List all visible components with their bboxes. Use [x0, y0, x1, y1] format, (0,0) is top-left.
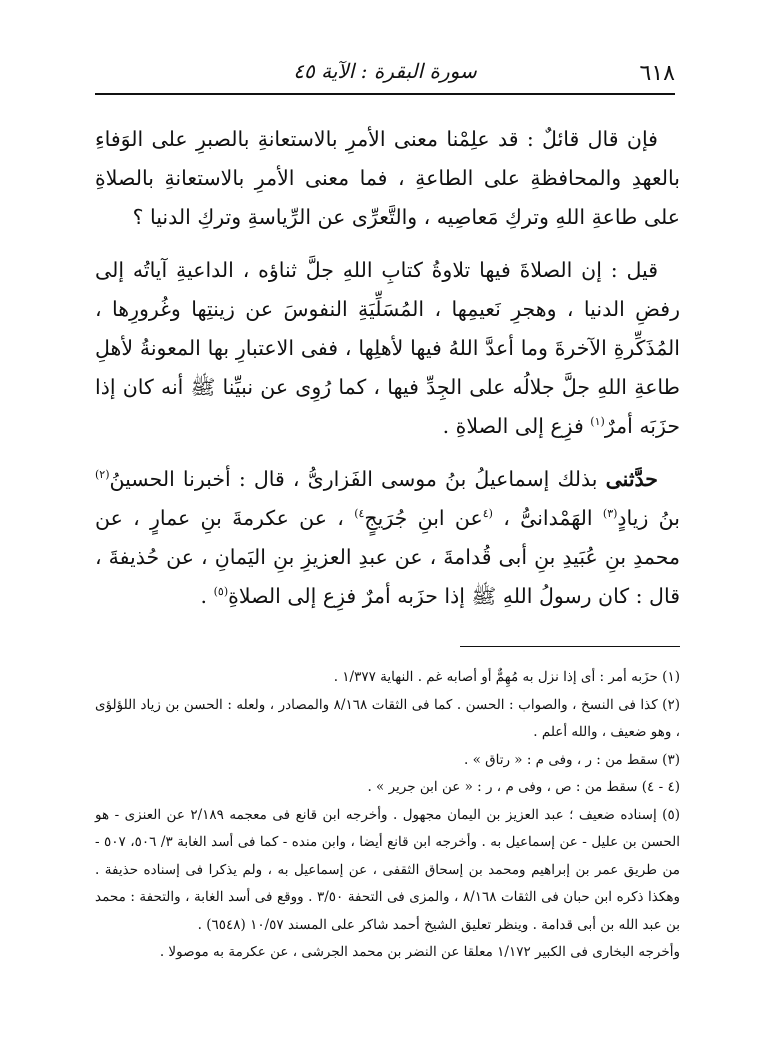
ref-mark-4-close: ٤)	[354, 507, 365, 521]
hadith-chain-4: عن ابنِ جُرَيجٍ	[364, 506, 483, 530]
footnote-5-continued: وأخرجه البخارى فى الكبير ١/١٧٢ معلقا عن النضر بن محمد الجرشى ، عن عكرمة به موصولا .	[159, 944, 680, 960]
hadith-chain-2: بنُ زيادٍ	[617, 506, 680, 530]
paragraph-question: فإن قال قائلٌ : قد علِمْنا معنى الأمرِ بالاستعانةِ بالصبرِ على الوَفاءِ بالعهدِ والمحافظةِ على الطاعةِ ، فما معنى الأمرِ بالاستعانةِ بالصلاةِ على طاعةِ اللهِ وتركِ مَعاصِيه ، والتَّعرِّى عن الرِّياسةِ وتركِ الدنيا ؟	[95, 127, 680, 229]
page-header	[95, 55, 675, 95]
hadith-chain-1: بذلك إسماعيلُ بنُ موسى الفَزارىُّ ، قال : أخبرنا الحسينُ	[109, 467, 598, 491]
page-number: ٦١٨	[639, 61, 675, 86]
footnote-1: (١) حزَبه أمر : أى إذا نزل به مُهِمٌّ أو أصابه غم . النهاية ١/٣٧٧ .	[333, 669, 680, 685]
hadith-chain-3: الهَمْدانىُّ ،	[503, 506, 593, 530]
footnote-separator	[460, 646, 680, 647]
ref-mark-4-open: (٤	[482, 507, 493, 521]
ref-mark-3: (٣)	[602, 507, 618, 521]
footnote-2: (٢) كذا فى النسخ ، والصواب : الحسن . كما فى الثقات ٨/١٦٨ والمصادر ، ولعله : الحسن بن زياد اللؤلؤى ، وهو ضعيف ، والله أعلم .	[95, 696, 680, 740]
ref-mark-2: (٢)	[95, 468, 110, 482]
main-text	[95, 120, 680, 616]
footnote-3: (٣) سقط من : ر ، وفى م : « رتاق » .	[463, 751, 680, 768]
hadith-intro: حدَّثنى	[605, 467, 658, 491]
paragraph-answer	[95, 251, 680, 446]
hadith-end: .	[200, 584, 208, 608]
answer-end: فزِع إلى الصلاةِ .	[442, 414, 584, 438]
answer-text: قيل : إن الصلاةَ فيها تلاوةُ كتابِ اللهِ جلَّ ثناؤه ، الداعيةِ آياتُه إلى رفضِ الدنيا ، وهجرِ نَعيمِها ، المُسَلِّيَةِ النفوسَ عن زينتِها وغُرورِها ، المُذَكِّرةِ الآخرةَ وما أعدَّ اللهُ فيها لأهلِها ، ففى الاعتبارِ بها المعونةُ لأهلِ طاعةِ اللهِ جلَّ جلالُه على الجِدِّ فيها ، كما رُوِى عن نبيِّنا ﷺ أنه كان إذا حزَبَه أمرٌ	[95, 258, 680, 438]
footnote-5: (٥) إسناده ضعيف ؛ عبد العزيز بن اليمان مجهول . وأخرجه ابن قانع فى معجمه ٢/١٨٩ عن العنزى - هو الحسن بن عليل - عن إسماعيل به . وأخرجه ابن قانع أيضا ، وابن منده - كما فى أسد الغابة ٣/ ٥٠٦، ٥٠٧ - من طريق عمر بن إبراهيم ومحمد بن إسحاق الثقفى ، عن إسماعيل به ، ولم يذكرا فى إسناده حذيفة . وهكذا ذكره ابن حبان فى الثقات ٨/١٦٨ ، والمزى فى التحفة ٣/٥٠ . ووقع فى أسد الغابة ، والتحفة : محمد بن عبد الله بن أبى قدامة . وينظر تعليق الشيخ أحمد شاكر على المسند ١٠/٥٧ (٦٥٤٨) .	[95, 806, 681, 933]
ref-mark-1: (١)	[590, 415, 605, 429]
footnotes	[95, 664, 680, 967]
paragraph-hadith	[95, 460, 680, 616]
ref-mark-5: (٥)	[213, 585, 229, 599]
hadith-chain-5: ، عن عكرمةَ بنِ عمارٍ ، عن محمدِ بنِ عُبَيدِ بنِ أبى قُدامةَ ، عن عبدِ العزيزِ بنِ اليَمانِ ، عن حُذيفةَ ، قال : كان رسولُ اللهِ ﷺ إذا حزَبه أمرٌ فزِع إلى الصلاةِ	[95, 506, 680, 608]
surah-title: سورة البقرة : الآية ٤٥	[293, 59, 477, 83]
footnote-4: (٤ - ٤) سقط من : ص ، وفى م ، ر : « عن ابن جرير » .	[367, 779, 680, 795]
